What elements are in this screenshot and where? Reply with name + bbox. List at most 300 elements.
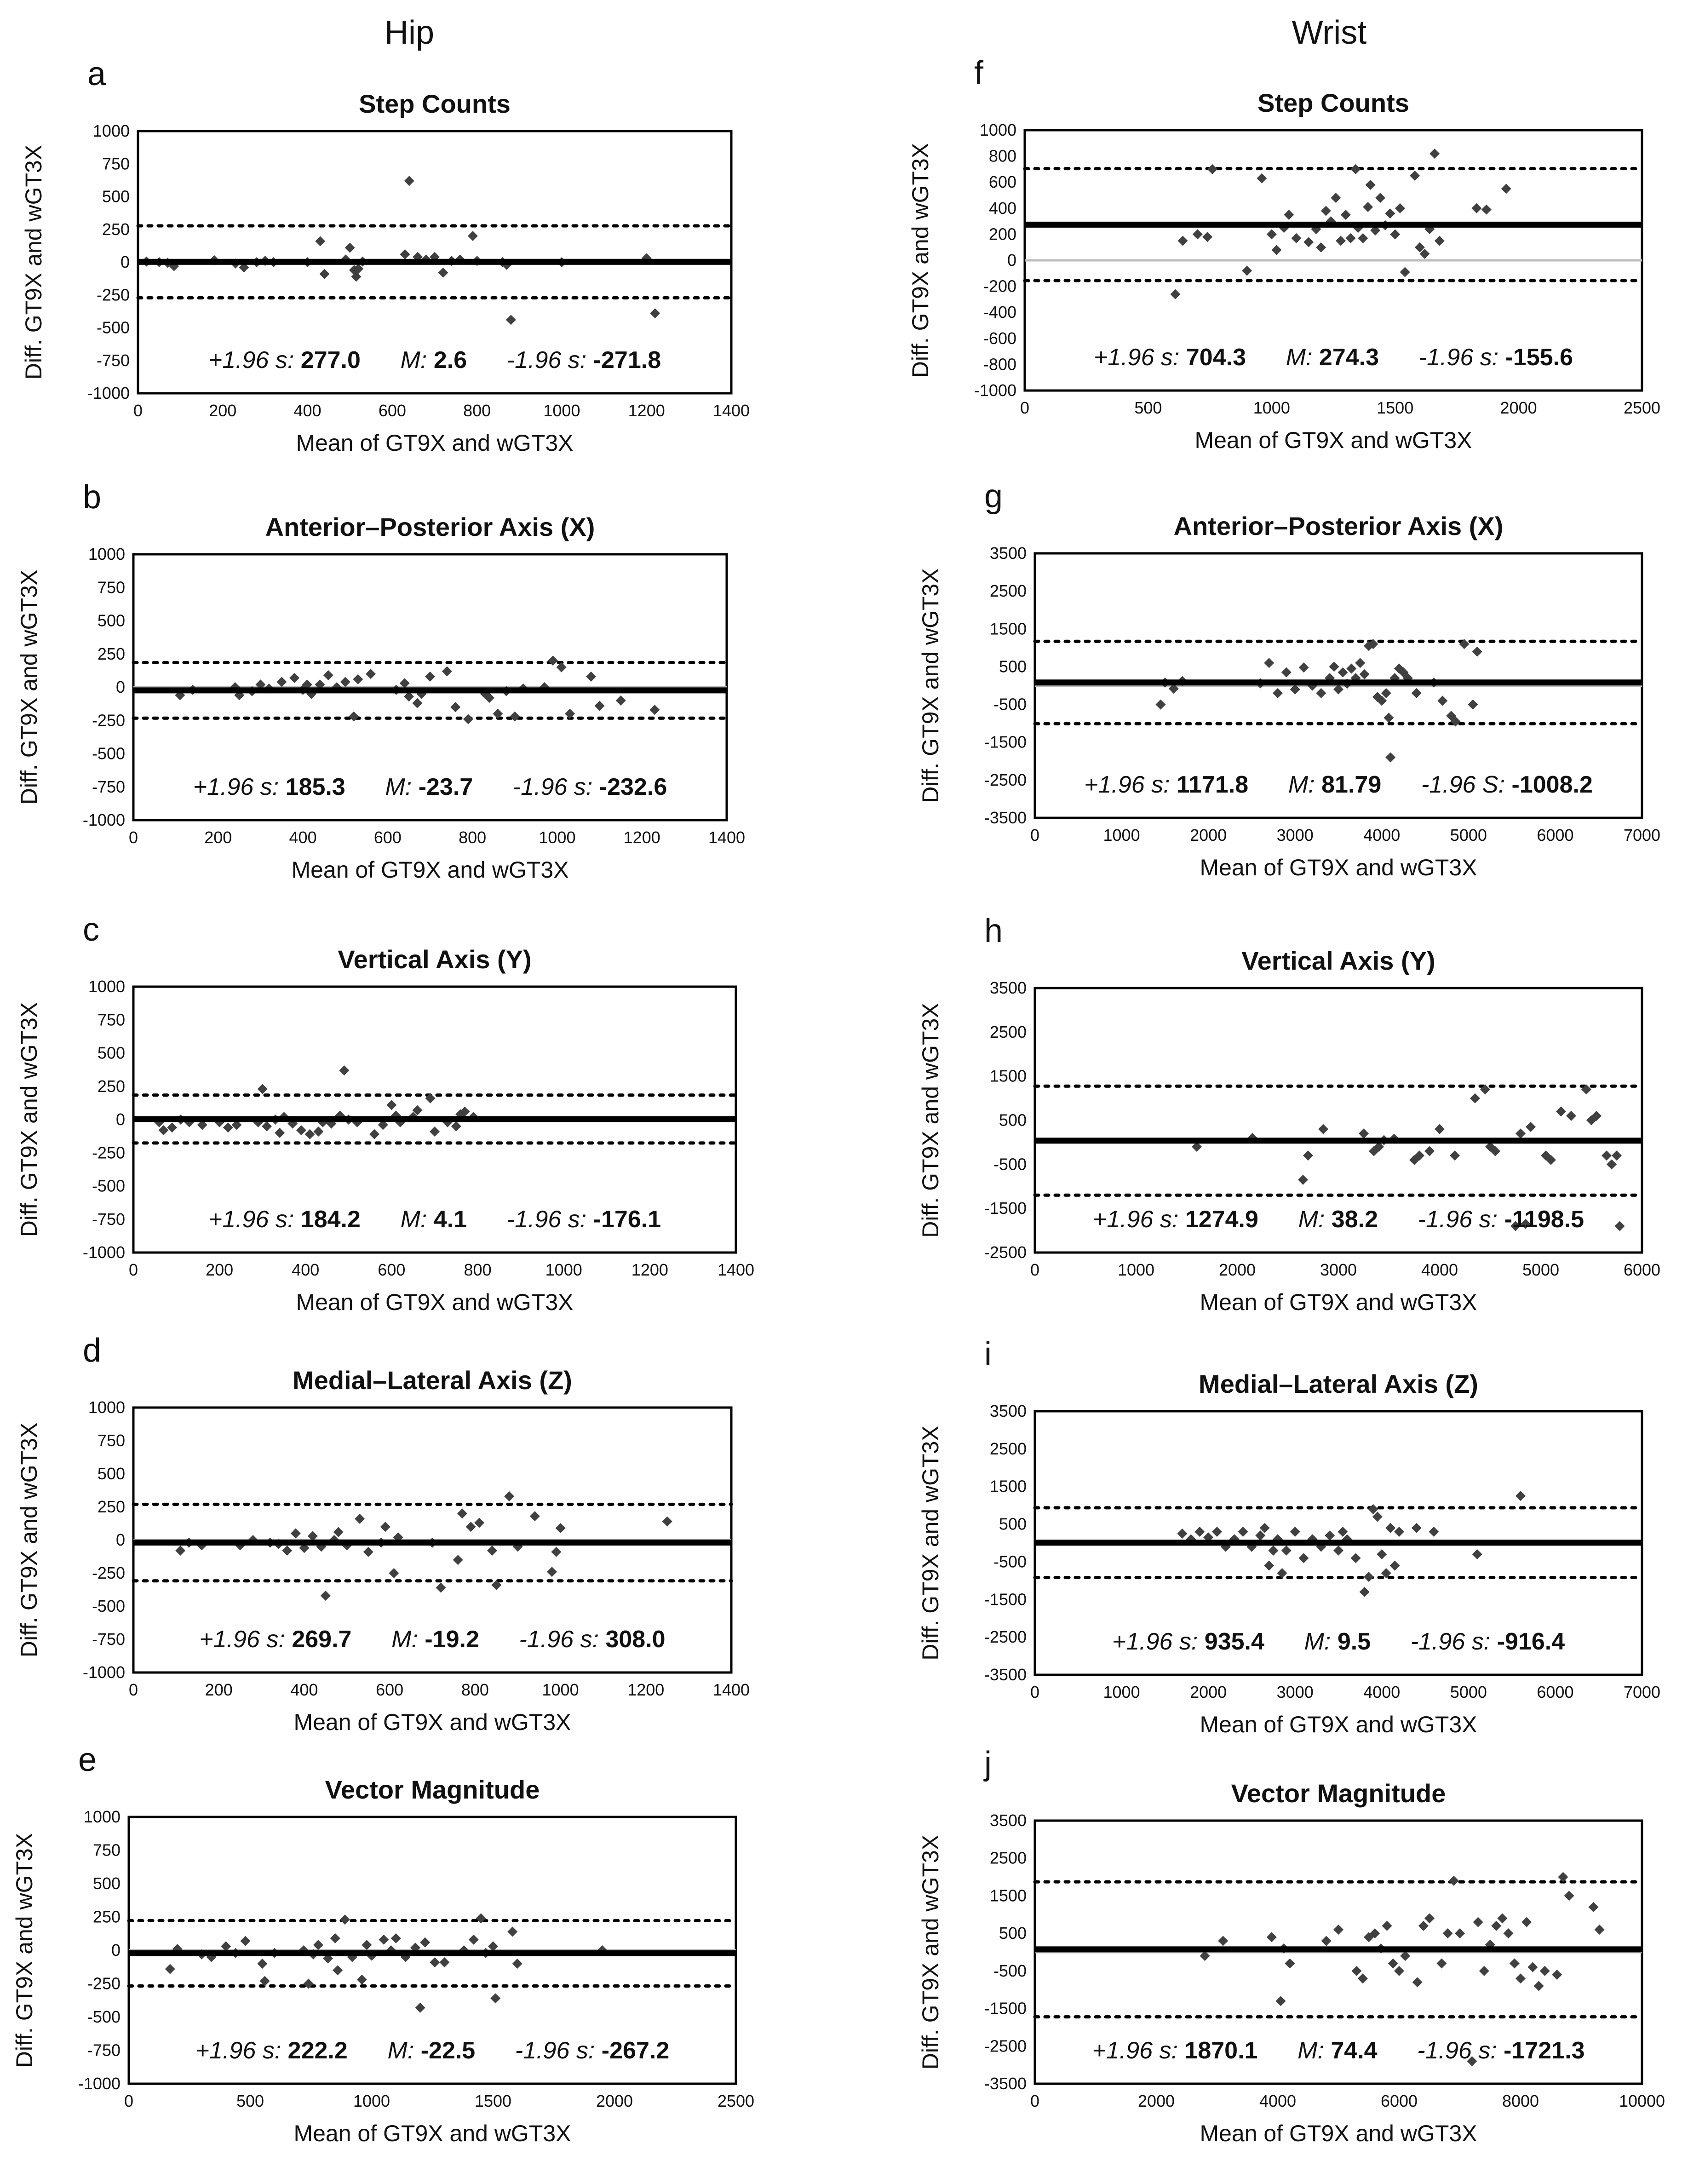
x-tick-label: 7000 [1623, 826, 1661, 845]
data-point [1527, 1962, 1538, 1972]
y-tick-label: 1000 [83, 1807, 121, 1826]
chart-panels [11, 55, 1665, 2146]
column-title-wrist: Wrist [1292, 14, 1367, 51]
data-point [1242, 266, 1252, 276]
panel-title: Vertical Axis (Y) [338, 945, 532, 974]
stats-lower-value: -1008.2 [1511, 771, 1593, 798]
x-tick-label: 0 [133, 401, 143, 420]
y-tick-label: 400 [988, 198, 1016, 218]
y-tick-label: 500 [92, 1874, 121, 1893]
data-point [1338, 667, 1348, 678]
y-tick-label: 750 [102, 154, 130, 173]
data-point [1516, 1491, 1526, 1501]
panel-title: Medial–Lateral Axis (Z) [293, 1366, 572, 1395]
x-axis-label: Mean of GT9X and wGT3X [1200, 1712, 1477, 1737]
panel-letter: e [78, 1741, 97, 1778]
stats-lower-label: -1.96 s: [1417, 2037, 1497, 2064]
data-point [369, 1129, 379, 1139]
data-point [1429, 149, 1440, 159]
stats-upper-label: +1.96 s: [199, 1626, 285, 1653]
y-tick-label: -1000 [974, 381, 1016, 400]
data-point [1607, 1159, 1617, 1169]
x-tick-label: 0 [1030, 826, 1040, 845]
panel-g [918, 478, 1660, 880]
data-point [1385, 208, 1395, 218]
x-tick-label: 1000 [543, 401, 580, 420]
stats-lower-label: -1.96 S: [1421, 771, 1505, 798]
data-point [420, 1937, 430, 1948]
data-point [1238, 1527, 1248, 1537]
data-point [379, 1935, 389, 1945]
y-tick-label: -1000 [82, 1663, 125, 1682]
panel-title: Vector Magnitude [1231, 1779, 1446, 1808]
y-tick-label: -500 [993, 695, 1027, 714]
data-point [1325, 1530, 1335, 1540]
x-tick-label: 5000 [1522, 1260, 1560, 1279]
x-tick-label: 600 [376, 1680, 404, 1699]
x-tick-label: 2000 [1190, 1683, 1227, 1701]
y-tick-label: 500 [999, 1110, 1027, 1130]
data-point [1540, 1966, 1550, 1976]
data-point [1504, 1928, 1514, 1938]
y-tick-label: -500 [92, 1597, 125, 1615]
stats-mean-label: M: [400, 1206, 427, 1233]
data-point [404, 176, 414, 186]
data-point [1455, 1928, 1465, 1938]
data-point [430, 1957, 440, 1967]
data-point [438, 268, 448, 278]
y-tick-label: -1500 [984, 1199, 1027, 1218]
data-point [353, 674, 363, 684]
x-tick-label: 2000 [1500, 398, 1537, 417]
data-point [333, 1966, 343, 1976]
x-axis-label: Mean of GT9X and wGT3X [296, 430, 574, 456]
x-tick-label: 5000 [1450, 826, 1487, 845]
data-point [474, 1518, 484, 1528]
stats-upper-value: 935.4 [1204, 1628, 1264, 1655]
data-point [1350, 164, 1361, 174]
data-point [321, 1591, 331, 1601]
data-point [1264, 658, 1274, 668]
panel-letter: b [83, 479, 102, 516]
data-point [1281, 667, 1292, 678]
y-tick-label: 3500 [989, 544, 1027, 563]
data-point [1437, 695, 1447, 706]
stats-upper-label: +1.96 s: [1092, 2037, 1178, 2064]
y-tick-label: 0 [115, 1110, 125, 1129]
stats-lower-label: -1.96 s: [519, 1626, 599, 1653]
x-tick-label: 0 [1030, 1683, 1040, 1701]
data-point [504, 1491, 514, 1501]
y-tick-label: 600 [988, 172, 1016, 192]
data-point [1360, 669, 1370, 679]
x-tick-label: 0 [128, 1680, 138, 1699]
data-point [510, 712, 520, 722]
stats-upper-value: 185.3 [285, 774, 345, 800]
data-point [412, 698, 422, 708]
stats-mean-value: -23.7 [418, 774, 473, 800]
data-point [1424, 1913, 1435, 1923]
stats-lower-value: 308.0 [605, 1626, 666, 1653]
data-point [1267, 1932, 1277, 1942]
data-point [1435, 1124, 1445, 1134]
data-point [1212, 1527, 1222, 1537]
x-tick-label: 6000 [1537, 1683, 1574, 1701]
panel-a [21, 56, 750, 456]
y-tick-label: -500 [993, 1552, 1027, 1571]
data-point [355, 1514, 365, 1524]
y-axis-label: Diff. GT9X and wGT3X [21, 144, 46, 380]
data-point [512, 1959, 522, 1969]
x-tick-label: 4000 [1259, 2092, 1297, 2110]
y-tick-label: 1500 [989, 1477, 1027, 1496]
data-point [258, 1084, 268, 1094]
x-tick-label: 0 [128, 1260, 138, 1279]
x-tick-label: 4000 [1363, 826, 1401, 845]
stats-upper-value: 277.0 [300, 347, 361, 374]
data-point [1193, 229, 1203, 239]
data-point [380, 1522, 390, 1532]
x-tick-label: 3000 [1320, 1260, 1357, 1279]
data-point [1552, 1970, 1562, 1980]
panel-title: Anterior–Posterior Axis (X) [265, 512, 595, 541]
data-point [1436, 1959, 1447, 1969]
data-point [1468, 700, 1478, 710]
data-point [1333, 1925, 1343, 1935]
data-point [442, 666, 452, 676]
data-point [349, 712, 359, 722]
data-point [1346, 664, 1356, 674]
y-axis-label: Diff. GT9X and wGT3X [918, 1003, 943, 1238]
data-point [313, 1940, 323, 1950]
data-point [1449, 1876, 1459, 1886]
x-tick-label: 4000 [1363, 1683, 1401, 1701]
data-point [363, 1547, 373, 1557]
data-point [262, 1121, 272, 1131]
data-point [289, 673, 299, 683]
data-point [1435, 236, 1445, 246]
stats-annotation [1094, 344, 1573, 371]
data-point [463, 714, 473, 724]
y-tick-label: 500 [97, 611, 125, 630]
y-tick-label: -750 [87, 2040, 121, 2060]
y-axis-label: Diff. GT9X and wGT3X [918, 1425, 943, 1661]
x-tick-label: 2000 [596, 2092, 633, 2110]
data-point [1284, 210, 1294, 220]
data-point [1202, 232, 1212, 242]
data-point [468, 231, 478, 241]
y-tick-label: 200 [988, 224, 1016, 244]
y-tick-label: 0 [120, 253, 130, 271]
data-point [1281, 1546, 1292, 1556]
y-tick-label: -250 [92, 1143, 125, 1162]
panel-b [16, 479, 745, 883]
data-point [1602, 1150, 1612, 1161]
data-point [1394, 1966, 1404, 1976]
data-point [1272, 245, 1282, 255]
data-point [313, 1126, 323, 1137]
stats-annotation [199, 1626, 665, 1653]
x-tick-label: 200 [205, 1680, 233, 1699]
data-point [1321, 206, 1331, 216]
data-point [547, 1567, 557, 1577]
panel-letter: f [974, 55, 984, 92]
x-tick-label: 1000 [1117, 1260, 1155, 1279]
data-point [1298, 1175, 1308, 1185]
y-tick-label: -2500 [984, 1243, 1027, 1262]
x-tick-label: 200 [206, 1260, 234, 1279]
y-axis-label: Diff. GT9X and wGT3X [11, 1833, 37, 2068]
data-point [649, 705, 660, 715]
y-tick-label: 1000 [88, 977, 125, 996]
data-point [1218, 1936, 1228, 1946]
stats-upper-value: 704.3 [1186, 344, 1246, 371]
x-axis-label: Mean of GT9X and wGT3X [296, 1289, 574, 1315]
data-point [1299, 1553, 1309, 1563]
panel-title: Medial–Lateral Axis (Z) [1199, 1369, 1478, 1398]
data-point [1412, 688, 1422, 698]
y-tick-label: -750 [92, 1630, 125, 1649]
data-point [1329, 661, 1339, 672]
data-point [1341, 210, 1351, 220]
data-point [1385, 753, 1395, 763]
x-tick-label: 2500 [1623, 398, 1661, 417]
data-point [1360, 1587, 1370, 1597]
data-point [1363, 202, 1373, 212]
stats-upper-label: +1.96 s: [1112, 1628, 1198, 1655]
x-tick-label: 1400 [712, 1680, 750, 1699]
y-tick-label: -2500 [984, 1627, 1027, 1647]
y-tick-label: -250 [87, 1974, 121, 1993]
stats-lower-label: -1.96 s: [1418, 344, 1499, 371]
stats-upper-label: +1.96 s: [208, 347, 294, 374]
panel-letter: j [984, 1745, 992, 1782]
x-tick-label: 1200 [623, 828, 660, 847]
x-tick-label: 3000 [1276, 826, 1314, 845]
stats-annotation [193, 774, 667, 800]
y-tick-label: -500 [87, 2007, 121, 2026]
y-tick-label: 250 [97, 644, 125, 663]
stats-mean-value: -19.2 [425, 1626, 479, 1653]
y-tick-label: 500 [97, 1043, 125, 1063]
data-point [1178, 236, 1188, 246]
data-point [551, 1547, 561, 1557]
data-point [1336, 236, 1346, 246]
x-tick-label: 6000 [1537, 826, 1574, 845]
data-point [1207, 164, 1217, 174]
stats-lower-value: -271.8 [593, 347, 661, 374]
stats-upper-value: 184.2 [300, 1206, 361, 1233]
y-tick-label: -750 [96, 351, 130, 370]
y-tick-label: 500 [999, 1924, 1027, 1943]
y-tick-label: -250 [92, 711, 125, 730]
y-tick-label: 800 [988, 146, 1016, 166]
data-point [1273, 688, 1283, 698]
y-tick-label: -500 [92, 744, 125, 763]
stats-lower-value: -1721.3 [1504, 2037, 1585, 2064]
stats-lower-value: -916.4 [1497, 1628, 1565, 1655]
data-point [340, 1914, 350, 1925]
stats-annotation [195, 2037, 670, 2064]
data-point [1333, 1546, 1343, 1556]
data-point [1358, 233, 1368, 243]
data-point [1382, 1921, 1392, 1931]
data-point [1316, 242, 1326, 253]
data-point [357, 1975, 367, 1985]
panel-c [16, 911, 754, 1315]
y-tick-label: -600 [983, 328, 1016, 348]
data-point [323, 670, 333, 680]
data-point [616, 695, 626, 706]
data-point [275, 1128, 285, 1138]
x-tick-label: 1000 [539, 828, 576, 847]
data-point [319, 269, 329, 279]
data-point [487, 1546, 497, 1556]
panel-title: Vertical Axis (Y) [1241, 946, 1435, 975]
data-point [450, 702, 460, 712]
stats-lower-label: -1.96 s: [1410, 1628, 1491, 1655]
x-tick-label: 1000 [353, 2092, 390, 2110]
data-point [1276, 1996, 1286, 2006]
data-point [1412, 1523, 1422, 1533]
x-tick-label: 400 [290, 1680, 318, 1699]
x-axis-label: Mean of GT9X and wGT3X [1200, 1289, 1477, 1315]
data-point [167, 1122, 177, 1132]
y-tick-label: 1500 [989, 1886, 1027, 1905]
stats-annotation [1112, 1628, 1565, 1655]
stats-mean-value: 81.79 [1321, 771, 1382, 798]
data-point [1257, 173, 1267, 184]
x-tick-label: 1200 [628, 401, 665, 420]
y-tick-label: 0 [115, 678, 125, 696]
data-point [425, 672, 435, 682]
x-tick-label: 6000 [1380, 2092, 1418, 2110]
data-point [339, 1065, 350, 1075]
data-point [1316, 688, 1326, 698]
data-point [1267, 229, 1277, 239]
data-point [315, 236, 325, 246]
y-tick-label: -1000 [87, 384, 130, 402]
y-tick-label: 1500 [989, 619, 1027, 638]
data-point [1521, 1917, 1532, 1927]
data-point [1351, 1553, 1361, 1563]
column-title-hip: Hip [384, 14, 435, 51]
x-axis-label: Mean of GT9X and wGT3X [1200, 2121, 1477, 2146]
stats-lower-label: -1.96 s: [515, 2037, 595, 2064]
data-point [330, 1933, 340, 1943]
data-point [1479, 1966, 1489, 1976]
stats-lower-value: -155.6 [1505, 344, 1573, 371]
x-tick-label: 2500 [717, 2092, 755, 2110]
y-tick-label: -1500 [984, 1590, 1027, 1609]
panel-letter: h [984, 913, 1003, 949]
x-tick-label: 1400 [712, 401, 750, 420]
x-tick-label: 10000 [1619, 2092, 1665, 2110]
data-point [1556, 1106, 1566, 1116]
x-tick-label: 5000 [1450, 1683, 1487, 1701]
data-point [223, 1122, 233, 1132]
data-point [650, 308, 660, 318]
stats-lower-label: -1.96 s: [512, 774, 593, 800]
data-point [1318, 1124, 1328, 1134]
x-tick-label: 0 [128, 828, 138, 847]
data-point [1291, 233, 1301, 243]
y-tick-label: 0 [111, 1941, 121, 1960]
y-tick-label: 250 [97, 1497, 125, 1516]
stats-mean-value: 9.5 [1337, 1628, 1371, 1655]
data-point [586, 672, 596, 682]
data-point [469, 1935, 479, 1945]
stats-lower-value: -232.6 [599, 774, 667, 800]
data-points [141, 176, 660, 325]
y-tick-label: 1000 [88, 1398, 125, 1417]
data-point [1366, 180, 1376, 190]
x-tick-label: 500 [236, 2092, 264, 2110]
stats-lower-label: -1.96 s: [1418, 1206, 1498, 1233]
data-point [1177, 1529, 1188, 1539]
x-tick-label: 1000 [545, 1260, 582, 1279]
x-axis-label: Mean of GT9X and wGT3X [1194, 427, 1472, 453]
y-tick-label: 2500 [989, 1022, 1027, 1041]
stats-mean-label: M: [400, 347, 427, 374]
data-point [453, 1555, 463, 1565]
data-point [436, 1583, 446, 1593]
y-tick-label: 0 [115, 1530, 125, 1549]
x-tick-label: 0 [124, 2092, 134, 2110]
data-point [1358, 1973, 1368, 1983]
y-tick-label: 250 [92, 1907, 121, 1926]
data-point [240, 1936, 250, 1946]
y-tick-label: 500 [999, 1514, 1027, 1534]
stats-upper-value: 1171.8 [1177, 771, 1249, 798]
panel-e [11, 1741, 754, 2146]
stats-lower-value: -176.1 [593, 1206, 661, 1233]
data-point [296, 1125, 306, 1135]
data-point [400, 249, 410, 259]
x-tick-label: 1400 [708, 828, 746, 847]
data-point [333, 1527, 344, 1537]
y-tick-label: -200 [983, 276, 1016, 296]
data-point [291, 1529, 301, 1539]
data-point [1566, 1111, 1576, 1121]
y-tick-label: 2500 [989, 1848, 1027, 1868]
data-point [1471, 203, 1481, 213]
data-point [1394, 1527, 1404, 1537]
y-tick-label: 2500 [989, 1439, 1027, 1458]
data-point [1516, 1128, 1526, 1138]
x-tick-label: 3000 [1276, 1683, 1314, 1701]
data-point [1510, 1959, 1520, 1969]
panel-d [16, 1332, 750, 1735]
data-point [1364, 1572, 1374, 1582]
data-point [1418, 1921, 1429, 1931]
data-point [1424, 1146, 1435, 1156]
y-tick-label: -500 [993, 1961, 1027, 1980]
data-point [1385, 1523, 1395, 1533]
y-tick-label: 750 [97, 1010, 125, 1029]
y-axis-label: Diff. GT9X and wGT3X [16, 1422, 42, 1658]
x-tick-label: 1500 [474, 2092, 512, 2110]
data-point [1170, 289, 1180, 299]
stats-upper-value: 1870.1 [1184, 2037, 1258, 2064]
data-point [1516, 1973, 1526, 1983]
data-point [345, 243, 355, 253]
y-tick-label: -250 [92, 1563, 125, 1582]
x-tick-label: 1000 [1103, 1683, 1140, 1701]
x-tick-label: 800 [459, 828, 487, 847]
stats-mean-value: 74.4 [1331, 2037, 1378, 2064]
stats-upper-value: 1274.9 [1185, 1206, 1258, 1233]
